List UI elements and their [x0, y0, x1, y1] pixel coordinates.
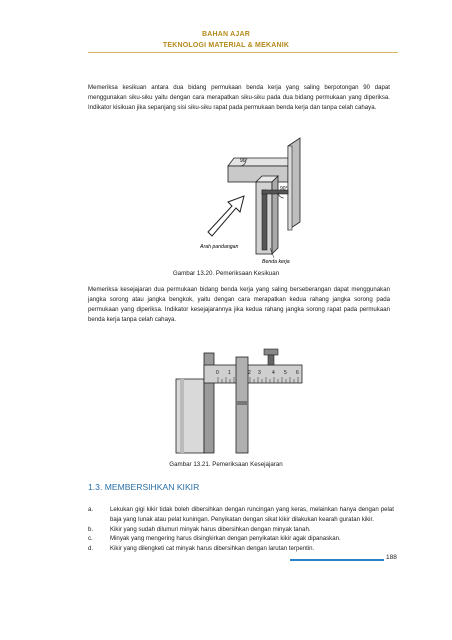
cleaning-steps-list [88, 505, 394, 554]
angle-label-top: 90° [240, 158, 248, 164]
angle-label-bottom: 90° [280, 186, 288, 192]
paragraph-squareness: Memeriksa kesikuan antara dua bidang permukaan benda kerja yang saling berpotongan 90 dapat menggunakan siku-siku yaitu dengan cara merapatkan siku-siku pada dua bidang permukaan yang diperiksa. Indikator kisikuan jika sepanjang sisi siku-siku rapat pada permukaan benda kerja dan tanpa celah cahaya. [88, 84, 390, 112]
list-item-label: a. [88, 506, 94, 513]
footer-bar [290, 559, 384, 561]
list-item [88, 525, 394, 535]
header-title: BAHAN AJAR [201, 31, 251, 38]
section-title: 1.3. MEMBERSIHKAN KIKIR [88, 482, 200, 492]
header-divider [88, 52, 398, 53]
paragraph-parallelism: Memeriksa kesejajaran dua permukaan bidang benda kerja yang saling berseberangan dapat menggunakan jangka sorong atau jangka bengkok, yaitu dengan cara merapatkan kedua rahang jangka sorong pada permukaan yang diperiksa. Indikator kesejajarannya jika kedua rahang jangka sorong rapat pada permukaan benda kerja tanpa celah cahaya. [88, 286, 390, 324]
list-item-text: Lekukan gigi kikir tidak boleh dibersihkan dengan runcingan yang keras, melainkan hanya dengan pelat baja yang lunak atau pelat kuningan. Penyikatan dengan sikat kikir dilakukan kearah guratan kikir. [110, 506, 394, 523]
workpiece-label: Benda kerja [262, 259, 290, 264]
list-item [88, 544, 394, 554]
figure1-caption: Gambar 13.20. Pemeriksaan Kesikuan [172, 270, 280, 277]
scale-number-5: 5 [284, 370, 287, 376]
list-item-label: c. [88, 535, 93, 543]
list-item-text: Kikir yang dilengketi cat minyak harus dibersihkan dengan larutan terpentin. [110, 545, 315, 553]
list-item-text: Kikir yang sudah dilumuri minyak harus dibersihkan dengan minyak tanah. [110, 525, 311, 533]
scale-number-1: 1 [228, 370, 231, 376]
list-item-label: d. [88, 545, 94, 553]
squareness-figure [200, 134, 316, 264]
scale-number-3: 3 [258, 370, 261, 376]
list-item [88, 505, 394, 525]
scale-number-6: 6 [296, 370, 299, 376]
list-item-label: b. [88, 525, 94, 533]
header-subtitle: TEKNOLOGI MATERIAL & MEKANIK [162, 42, 290, 49]
page-number: 188 [386, 554, 397, 561]
scale-number-0: 0 [216, 370, 219, 376]
scale-number-4: 4 [272, 370, 275, 376]
arrow-label: Arah pandangan [200, 244, 239, 250]
list-item-text: Minyak yang mengering harus disingkirkan dengan penyikatan kikir agak dipanaskan. [110, 535, 341, 543]
figure2-caption: Gambar 13.21. Pemeriksaan Kesejajaran [169, 461, 283, 468]
caliper-figure [170, 341, 304, 456]
scale-number-2: 2 [248, 370, 251, 376]
list-item [88, 534, 394, 544]
